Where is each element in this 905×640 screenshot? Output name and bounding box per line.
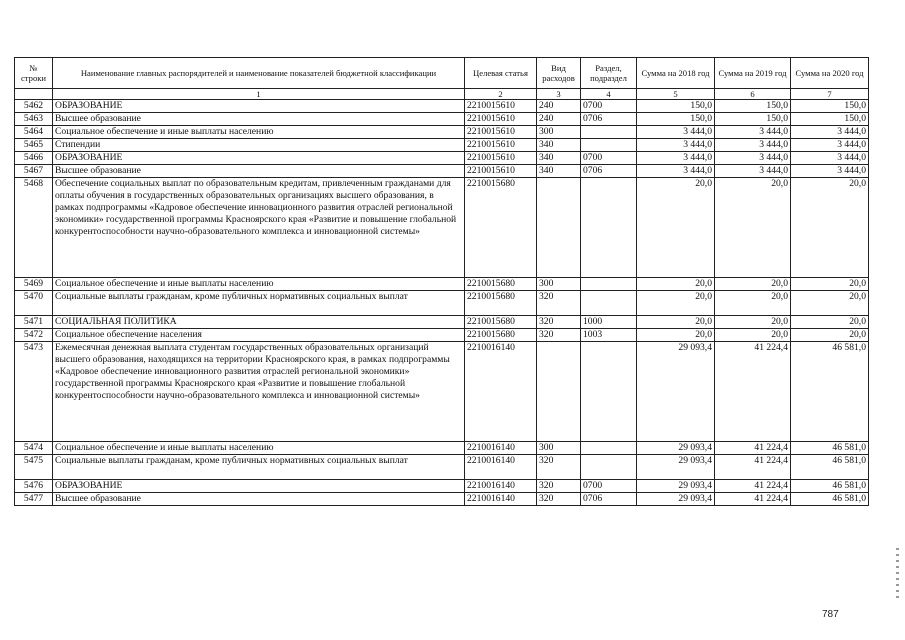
column-numbers-row bbox=[15, 89, 869, 100]
table-row bbox=[15, 152, 869, 165]
scan-edge-mark bbox=[896, 548, 899, 600]
row-sum-2018: 20,0 bbox=[637, 316, 715, 329]
row-expense-type: 320 bbox=[537, 329, 581, 342]
header-sum-2020: Сумма на 2020 год bbox=[791, 58, 869, 89]
row-sum-2019: 3 444,0 bbox=[715, 126, 791, 139]
row-sum-2020: 150,0 bbox=[791, 113, 869, 126]
row-expense-type: 300 bbox=[537, 442, 581, 455]
row-sum-2020: 46 581,0 bbox=[791, 493, 869, 506]
column-number: 5 bbox=[637, 89, 715, 100]
row-sum-2019: 41 224,4 bbox=[715, 480, 791, 493]
row-sum-2020: 46 581,0 bbox=[791, 342, 869, 442]
row-number: 5473 bbox=[15, 342, 53, 442]
table-row bbox=[15, 493, 869, 506]
row-expense-type: 320 bbox=[537, 455, 581, 480]
row-target-article: 2210015680 bbox=[465, 291, 537, 316]
row-section bbox=[581, 442, 637, 455]
table-row bbox=[15, 139, 869, 152]
row-number: 5466 bbox=[15, 152, 53, 165]
row-target-article: 2210016140 bbox=[465, 493, 537, 506]
row-section bbox=[581, 291, 637, 316]
row-name: Обеспечение социальных выплат по образовательным кредитам, привлеченным гражданами для оплаты обучения в государственных образовательных организациях высшего образования, в рамках подпрограммы «Кадровое обеспечение инновационного развития отраслей региональной экономики» государственной программы Красноярского края «Развитие и повышение глобальной конкурентоспособности научно-образовательного комплекса и инновационной системы» bbox=[53, 178, 465, 278]
table-row bbox=[15, 329, 869, 342]
row-sum-2019: 3 444,0 bbox=[715, 165, 791, 178]
row-sum-2018: 3 444,0 bbox=[637, 139, 715, 152]
row-sum-2020: 20,0 bbox=[791, 278, 869, 291]
row-expense-type: 320 bbox=[537, 480, 581, 493]
row-sum-2019: 41 224,4 bbox=[715, 455, 791, 480]
row-target-article: 2210015610 bbox=[465, 152, 537, 165]
row-number: 5463 bbox=[15, 113, 53, 126]
row-sum-2019: 3 444,0 bbox=[715, 139, 791, 152]
row-expense-type: 340 bbox=[537, 139, 581, 152]
row-section: 1003 bbox=[581, 329, 637, 342]
row-sum-2020: 20,0 bbox=[791, 329, 869, 342]
row-sum-2019: 41 224,4 bbox=[715, 442, 791, 455]
row-section bbox=[581, 139, 637, 152]
row-sum-2018: 20,0 bbox=[637, 278, 715, 291]
row-sum-2018: 29 093,4 bbox=[637, 442, 715, 455]
row-name: Социальное обеспечение и иные выплаты населению bbox=[53, 278, 465, 291]
row-expense-type: 320 bbox=[537, 316, 581, 329]
row-section bbox=[581, 178, 637, 278]
column-number: 4 bbox=[581, 89, 637, 100]
row-target-article: 2210016140 bbox=[465, 455, 537, 480]
row-sum-2019: 3 444,0 bbox=[715, 152, 791, 165]
row-expense-type: 340 bbox=[537, 152, 581, 165]
row-sum-2018: 3 444,0 bbox=[637, 152, 715, 165]
row-section: 1000 bbox=[581, 316, 637, 329]
table-row bbox=[15, 342, 869, 442]
row-target-article: 2210015680 bbox=[465, 278, 537, 291]
table-body bbox=[15, 100, 869, 506]
row-number: 5469 bbox=[15, 278, 53, 291]
row-sum-2018: 29 093,4 bbox=[637, 480, 715, 493]
row-sum-2019: 20,0 bbox=[715, 178, 791, 278]
row-sum-2019: 20,0 bbox=[715, 291, 791, 316]
row-target-article: 2210015680 bbox=[465, 329, 537, 342]
row-sum-2018: 29 093,4 bbox=[637, 493, 715, 506]
row-sum-2020: 3 444,0 bbox=[791, 139, 869, 152]
row-sum-2019: 20,0 bbox=[715, 329, 791, 342]
row-number: 5470 bbox=[15, 291, 53, 316]
row-sum-2020: 46 581,0 bbox=[791, 455, 869, 480]
row-sum-2020: 20,0 bbox=[791, 316, 869, 329]
budget-table bbox=[14, 57, 869, 506]
column-number: 7 bbox=[791, 89, 869, 100]
row-target-article: 2210015610 bbox=[465, 165, 537, 178]
row-section: 0706 bbox=[581, 113, 637, 126]
row-sum-2020: 3 444,0 bbox=[791, 152, 869, 165]
table-header-row bbox=[15, 58, 869, 89]
column-number bbox=[15, 89, 53, 100]
row-sum-2019: 150,0 bbox=[715, 113, 791, 126]
row-number: 5462 bbox=[15, 100, 53, 113]
row-number: 5468 bbox=[15, 178, 53, 278]
row-name: ОБРАЗОВАНИЕ bbox=[53, 480, 465, 493]
header-target-article: Целевая статья bbox=[465, 58, 537, 89]
table-row bbox=[15, 278, 869, 291]
header-name: Наименование главных распорядителей и наименование показателей бюджетной классификации bbox=[53, 58, 465, 89]
table-row bbox=[15, 126, 869, 139]
row-name: СОЦИАЛЬНАЯ ПОЛИТИКА bbox=[53, 316, 465, 329]
row-sum-2020: 3 444,0 bbox=[791, 165, 869, 178]
row-sum-2018: 20,0 bbox=[637, 329, 715, 342]
table-row bbox=[15, 100, 869, 113]
row-name: Социальные выплаты гражданам, кроме публичных нормативных социальных выплат bbox=[53, 455, 465, 480]
row-number: 5467 bbox=[15, 165, 53, 178]
header-expense-type: Вид расходов bbox=[537, 58, 581, 89]
row-section bbox=[581, 455, 637, 480]
row-sum-2020: 46 581,0 bbox=[791, 442, 869, 455]
row-number: 5465 bbox=[15, 139, 53, 152]
row-name: Высшее образование bbox=[53, 493, 465, 506]
row-section: 0706 bbox=[581, 165, 637, 178]
row-expense-type: 340 bbox=[537, 165, 581, 178]
row-target-article: 2210015610 bbox=[465, 113, 537, 126]
row-expense-type: 240 bbox=[537, 113, 581, 126]
header-row-number: № строки bbox=[15, 58, 53, 89]
row-sum-2019: 150,0 bbox=[715, 100, 791, 113]
row-name: Социальное обеспечение и иные выплаты населению bbox=[53, 442, 465, 455]
row-sum-2018: 3 444,0 bbox=[637, 126, 715, 139]
row-section: 0700 bbox=[581, 100, 637, 113]
column-number: 3 bbox=[537, 89, 581, 100]
row-target-article: 2210015680 bbox=[465, 178, 537, 278]
row-name: ОБРАЗОВАНИЕ bbox=[53, 152, 465, 165]
table-row bbox=[15, 442, 869, 455]
table-row bbox=[15, 316, 869, 329]
row-target-article: 2210016140 bbox=[465, 442, 537, 455]
row-target-article: 2210015610 bbox=[465, 139, 537, 152]
table-row bbox=[15, 455, 869, 480]
row-section bbox=[581, 342, 637, 442]
row-section: 0706 bbox=[581, 493, 637, 506]
row-name: Высшее образование bbox=[53, 113, 465, 126]
header-section: Раздел, подраздел bbox=[581, 58, 637, 89]
row-name: Стипендии bbox=[53, 139, 465, 152]
row-sum-2020: 20,0 bbox=[791, 178, 869, 278]
row-expense-type: 300 bbox=[537, 126, 581, 139]
row-expense-type bbox=[537, 178, 581, 278]
row-sum-2018: 29 093,4 bbox=[637, 455, 715, 480]
row-expense-type: 320 bbox=[537, 291, 581, 316]
row-target-article: 2210015610 bbox=[465, 100, 537, 113]
table-row bbox=[15, 178, 869, 278]
table-row bbox=[15, 291, 869, 316]
row-section: 0700 bbox=[581, 152, 637, 165]
row-target-article: 2210015680 bbox=[465, 316, 537, 329]
row-sum-2018: 150,0 bbox=[637, 100, 715, 113]
row-name: Социальные выплаты гражданам, кроме публичных нормативных социальных выплат bbox=[53, 291, 465, 316]
row-sum-2020: 150,0 bbox=[791, 100, 869, 113]
row-sum-2018: 29 093,4 bbox=[637, 342, 715, 442]
row-name: ОБРАЗОВАНИЕ bbox=[53, 100, 465, 113]
row-sum-2019: 20,0 bbox=[715, 278, 791, 291]
table-row bbox=[15, 165, 869, 178]
table-row bbox=[15, 480, 869, 493]
row-sum-2018: 3 444,0 bbox=[637, 165, 715, 178]
row-expense-type: 320 bbox=[537, 493, 581, 506]
column-number: 2 bbox=[465, 89, 537, 100]
row-sum-2018: 20,0 bbox=[637, 291, 715, 316]
row-expense-type: 240 bbox=[537, 100, 581, 113]
row-number: 5474 bbox=[15, 442, 53, 455]
row-sum-2020: 46 581,0 bbox=[791, 480, 869, 493]
header-sum-2018: Сумма на 2018 год bbox=[637, 58, 715, 89]
row-sum-2019: 41 224,4 bbox=[715, 493, 791, 506]
page-number: 787 bbox=[822, 609, 839, 620]
row-target-article: 2210015610 bbox=[465, 126, 537, 139]
table-row bbox=[15, 113, 869, 126]
row-expense-type: 300 bbox=[537, 278, 581, 291]
column-number: 1 bbox=[53, 89, 465, 100]
row-sum-2020: 3 444,0 bbox=[791, 126, 869, 139]
row-number: 5477 bbox=[15, 493, 53, 506]
row-section bbox=[581, 126, 637, 139]
row-name: Социальное обеспечение и иные выплаты населению bbox=[53, 126, 465, 139]
row-sum-2019: 20,0 bbox=[715, 316, 791, 329]
row-number: 5464 bbox=[15, 126, 53, 139]
row-number: 5471 bbox=[15, 316, 53, 329]
row-target-article: 2210016140 bbox=[465, 480, 537, 493]
column-number: 6 bbox=[715, 89, 791, 100]
row-number: 5475 bbox=[15, 455, 53, 480]
row-sum-2018: 150,0 bbox=[637, 113, 715, 126]
row-expense-type bbox=[537, 342, 581, 442]
row-section: 0700 bbox=[581, 480, 637, 493]
budget-table-container bbox=[14, 57, 868, 506]
row-name: Социальное обеспечение населения bbox=[53, 329, 465, 342]
row-sum-2019: 41 224,4 bbox=[715, 342, 791, 442]
row-sum-2020: 20,0 bbox=[791, 291, 869, 316]
row-number: 5472 bbox=[15, 329, 53, 342]
header-sum-2019: Сумма на 2019 год bbox=[715, 58, 791, 89]
row-sum-2018: 20,0 bbox=[637, 178, 715, 278]
row-number: 5476 bbox=[15, 480, 53, 493]
row-name: Высшее образование bbox=[53, 165, 465, 178]
row-target-article: 2210016140 bbox=[465, 342, 537, 442]
row-section bbox=[581, 278, 637, 291]
row-name: Ежемесячная денежная выплата студентам государственных образовательных организаций высшего образования, находящихся на территории Красноярского края, в рамках подпрограммы «Кадровое обеспечение инновационного развития отраслей региональной экономики» государственной программы Красноярского края «Развитие и повышение глобальной конкурентоспособности научно-образовательного комплекса и инновационной системы» bbox=[53, 342, 465, 442]
